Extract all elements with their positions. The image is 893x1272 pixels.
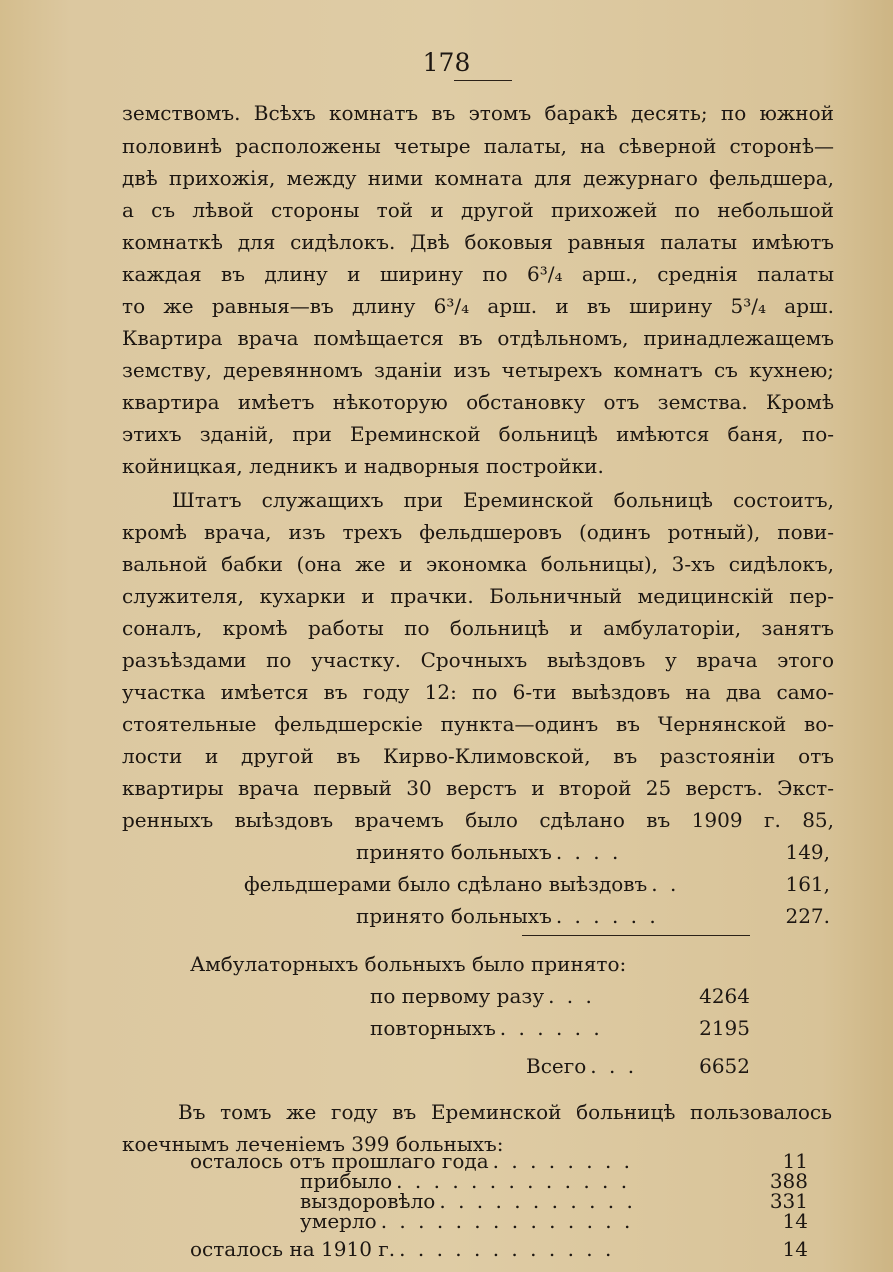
ambulatory-total (526, 1053, 750, 1079)
ambulatory-row (370, 983, 750, 1009)
total-value: 6652 (699, 1054, 750, 1078)
text-line: каждая въ длину и ширину по 6³/₄ арш., среднія палаты (122, 262, 834, 286)
text-line: квартиры врача первый 30 верстъ и второй 25 верстъ. Экст- (122, 776, 834, 800)
visits-row (356, 903, 830, 929)
inpatients-row (190, 1150, 808, 1172)
text-line: вальной бабки (она же и экономка больницы), 3-хъ сидѣлокъ, (122, 552, 834, 576)
text-line: лости и другой въ Кирво-Климовской, въ разстояніи отъ (122, 744, 834, 768)
text-line: Штатъ служащихъ при Ереминской больницѣ состоитъ, (172, 488, 834, 512)
row-value: 331 (769, 1189, 808, 1213)
text-line: двѣ прихожія, между ними комната для дежурнаго фельдшера, (122, 166, 834, 190)
text-line: половинѣ расположены четыре палаты, на сѣверной сторонѣ— (122, 134, 834, 158)
text-line: участка имѣется въ году 12: по 6-ти выѣздовъ на два само- (122, 680, 834, 704)
row-label: фельдшерами было сдѣлано выѣздовъ (244, 872, 648, 896)
row-label: принято больныхъ (356, 840, 552, 864)
row-label: по первому разу (370, 984, 545, 1008)
leader-dots: . . . . . . . . . . . . . . (380, 1210, 634, 1232)
ambulatory-row (370, 1015, 750, 1041)
text-line: коечнымъ леченіемъ 399 больныхъ: (122, 1132, 504, 1156)
visits-row (244, 871, 830, 897)
leader-dots: . . . . . . . . . . . . . (396, 1170, 631, 1192)
row-value: 2195 (699, 1016, 750, 1040)
text-line: разъѣздами по участку. Срочныхъ выѣздовъ у врача этого (122, 648, 834, 672)
text-line: комнаткѣ для сидѣлокъ. Двѣ боковыя равныя палаты имѣютъ (122, 230, 834, 254)
row-value: 149, (785, 840, 830, 864)
text-line: а съ лѣвой стороны той и другой прихожей по небольшой (122, 198, 834, 222)
row-value: 227. (785, 904, 830, 928)
row-label: умерло (300, 1209, 377, 1233)
row-value: 161, (785, 872, 830, 896)
row-label: повторныхъ (370, 1016, 496, 1040)
row-value: 14 (782, 1209, 808, 1233)
leader-dots: . . . . . . . . (492, 1150, 634, 1172)
row-value: 14 (782, 1237, 808, 1261)
text-line: квартира имѣетъ нѣкоторую обстановку отъ земства. Кромѣ (122, 390, 834, 414)
leader-dots: . . . . . . (555, 904, 659, 928)
text-line: соналъ, кромѣ работы по больницѣ и амбулаторіи, занятъ (122, 616, 834, 640)
visits-row (356, 839, 830, 865)
text-line: этихъ зданій, при Ереминской больницѣ имѣются баня, по- (122, 422, 834, 446)
leader-dots: . . . . . . . . . . . (439, 1190, 636, 1212)
row-value: 11 (782, 1149, 808, 1173)
row-label: принято больныхъ (356, 904, 552, 928)
leader-dots: . . . . . . (499, 1016, 603, 1040)
row-value: 388 (769, 1169, 808, 1193)
row-label: осталось на 1910 г. (190, 1237, 396, 1261)
text-line: служителя, кухарки и прачки. Больничный медицинскій пер- (122, 584, 834, 608)
page-number: 178 (422, 48, 471, 77)
text-line: то же равныя—въ длину 6³/₄ арш. и въ ширину 5³/₄ арш. (122, 294, 834, 318)
row-label: выздоровѣло (300, 1189, 436, 1213)
leader-dots: . . . . . . . . . . . . (399, 1238, 615, 1260)
row-label: осталось отъ прошлаго года (190, 1149, 489, 1173)
text-line: ренныхъ выѣздовъ врачемъ было сдѣлано въ 1909 г. 85, (122, 808, 834, 832)
row-label: прибыло (300, 1169, 393, 1193)
leader-dots: . . . (548, 984, 595, 1008)
text-line: кромѣ врача, изъ трехъ фельдшеровъ (одинъ ротный), пови- (122, 520, 834, 544)
ambulatory-heading: Амбулаторныхъ больныхъ было принято: (190, 952, 627, 976)
leader-dots: . . . (590, 1054, 638, 1078)
row-value: 4264 (699, 984, 750, 1008)
page-number-rule (454, 80, 512, 81)
text-line: земствомъ. Всѣхъ комнатъ въ этомъ баракѣ десять; по южной (122, 101, 834, 125)
leader-dots: . . . . (555, 840, 622, 864)
text-line: Въ томъ же году въ Ереминской больницѣ пользовалось (178, 1100, 832, 1124)
text-line: стоятельные фельдшерскіе пункта—одинъ въ Чернянской во- (122, 712, 834, 736)
text-line: земству, деревянномъ зданіи изъ четырехъ комнатъ съ кухнею; (122, 358, 834, 382)
text-line: Квартира врача помѣщается въ отдѣльномъ, принадлежащемъ (122, 326, 834, 350)
leader-dots: . . (651, 872, 680, 896)
total-rule (522, 935, 750, 936)
total-label: Всего (526, 1054, 587, 1078)
text-line: койницкая, ледникъ и надворныя постройки. (122, 454, 604, 478)
inpatients-row (300, 1210, 808, 1232)
inpatients-row (190, 1238, 808, 1260)
